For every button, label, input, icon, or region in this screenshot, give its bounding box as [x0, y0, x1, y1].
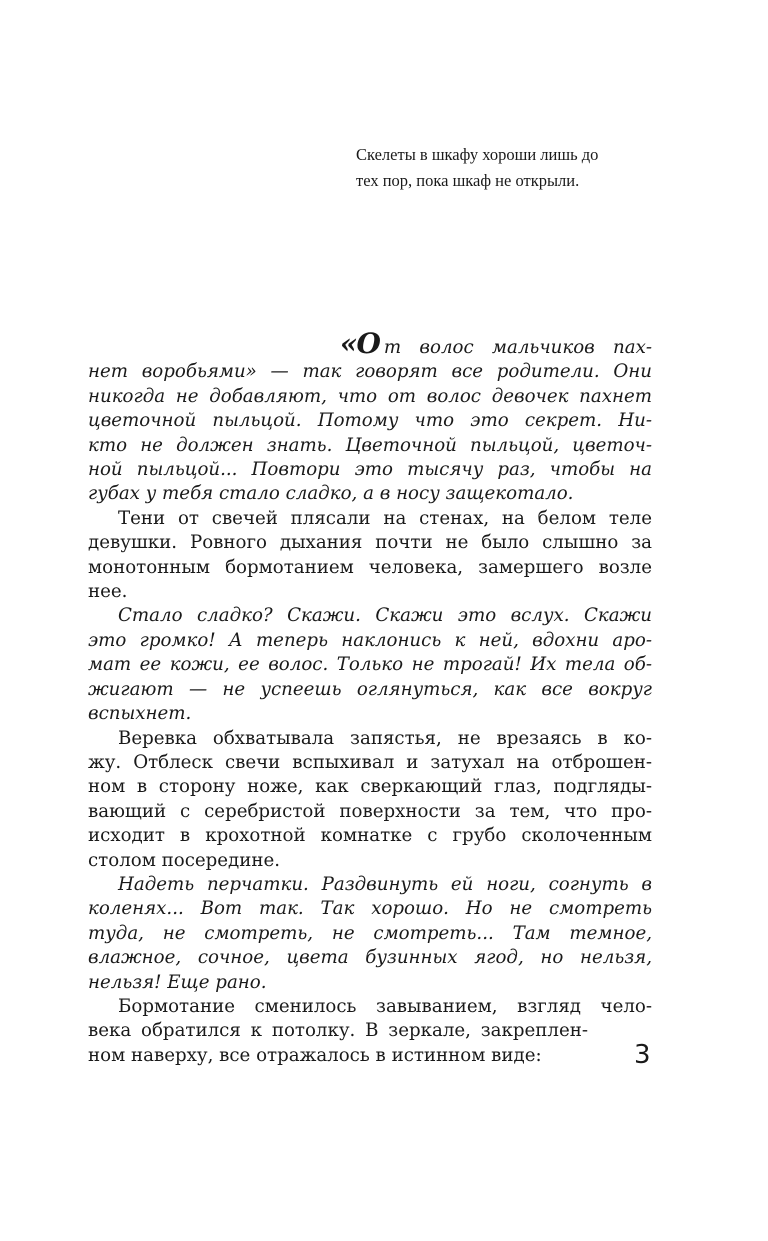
- chapter-text: [88, 327, 652, 1068]
- text-line: цветочной пыльцой. Потому что это секрет. Ни-: [88, 410, 652, 432]
- opening-line: [88, 327, 652, 360]
- paragraph-5: [88, 873, 652, 995]
- text-line: это громко! А теперь наклонись к ней, вдохни аро-: [88, 629, 652, 651]
- opening-quote-mark: «: [340, 327, 357, 360]
- text-line: Стало сладко? Скажи. Скажи это вслух. Скажи: [118, 605, 652, 627]
- text-line: Веревка обхватывала запястья, не врезаясь в ко-: [118, 727, 652, 749]
- epigraph-line: Скелеты в шкафу хороши лишь до: [356, 145, 599, 164]
- text-line: столом посередине.: [88, 849, 281, 871]
- epigraph: [356, 142, 686, 194]
- paragraph-1: [88, 360, 652, 506]
- text-line: никогда не добавляют, что от волос девочек пахнет: [88, 385, 652, 407]
- text-line: жигают — не успеешь оглянуться, как все вокруг: [88, 678, 652, 700]
- epigraph-line: тех пор, пока шкаф не открыли.: [356, 171, 580, 190]
- text-line: губах у тебя стало сладко, а в носу защекотало.: [88, 483, 574, 505]
- text-line: кто не должен знать. Цветочной пыльцой, цветоч-: [88, 434, 652, 456]
- opening-line-text: т волос мальчиков пах-: [383, 337, 652, 358]
- text-line: Тени от свечей плясали на стенах, на белом теле: [118, 507, 652, 529]
- text-line: нее.: [88, 581, 128, 603]
- text-line: вспыхнет.: [88, 703, 192, 725]
- text-line: мат ее кожи, ее волос. Только не трогай! Их тела об-: [88, 654, 652, 676]
- page-number: 3: [634, 1040, 651, 1070]
- text-line: исходит в крохотной комнатке с грубо сколоченным: [88, 825, 652, 847]
- paragraph-3: [88, 604, 652, 726]
- text-line: жу. Отблеск свечи вспыхивал и затухал на отброшен-: [88, 751, 652, 773]
- text-line: ной пыльцой... Повтори это тысячу раз, чтобы на: [88, 459, 652, 481]
- text-line: Надеть перчатки. Раздвинуть ей ноги, согнуть в: [118, 873, 652, 895]
- text-line: века обратился к потолку. В зеркале, закреплен-: [88, 1020, 588, 1042]
- text-line: туда, не смотреть, не смотреть... Там темное,: [88, 922, 652, 944]
- text-line: коленях... Вот так. Так хорошо. Но не смотреть: [88, 898, 652, 920]
- paragraph-6: [88, 995, 652, 1068]
- opening-drop-cap: [340, 327, 380, 360]
- paragraph-2: [88, 507, 652, 605]
- text-line: ном в сторону ноже, как сверкающий глаз, подгляды-: [88, 776, 652, 798]
- text-line: влажное, сочное, цвета бузинных ягод, но нельзя,: [88, 947, 652, 969]
- text-line: нет воробьями» — так говорят все родители. Они: [88, 361, 652, 383]
- text-line: ном наверху, все отражалось в истинном виде:: [88, 1044, 542, 1066]
- text-line: Бормотание сменилось завыванием, взгляд чело-: [118, 995, 652, 1017]
- text-line: нельзя! Еще рано.: [88, 971, 267, 993]
- text-line: вающий с серебристой поверхности за тем, что про-: [88, 800, 652, 822]
- paragraph-4: [88, 727, 652, 873]
- drop-cap-letter: О: [356, 327, 380, 360]
- text-line: девушки. Ровного дыхания почти не было слышно за: [88, 532, 652, 554]
- text-line: монотонным бормотанием человека, замершего возле: [88, 556, 652, 578]
